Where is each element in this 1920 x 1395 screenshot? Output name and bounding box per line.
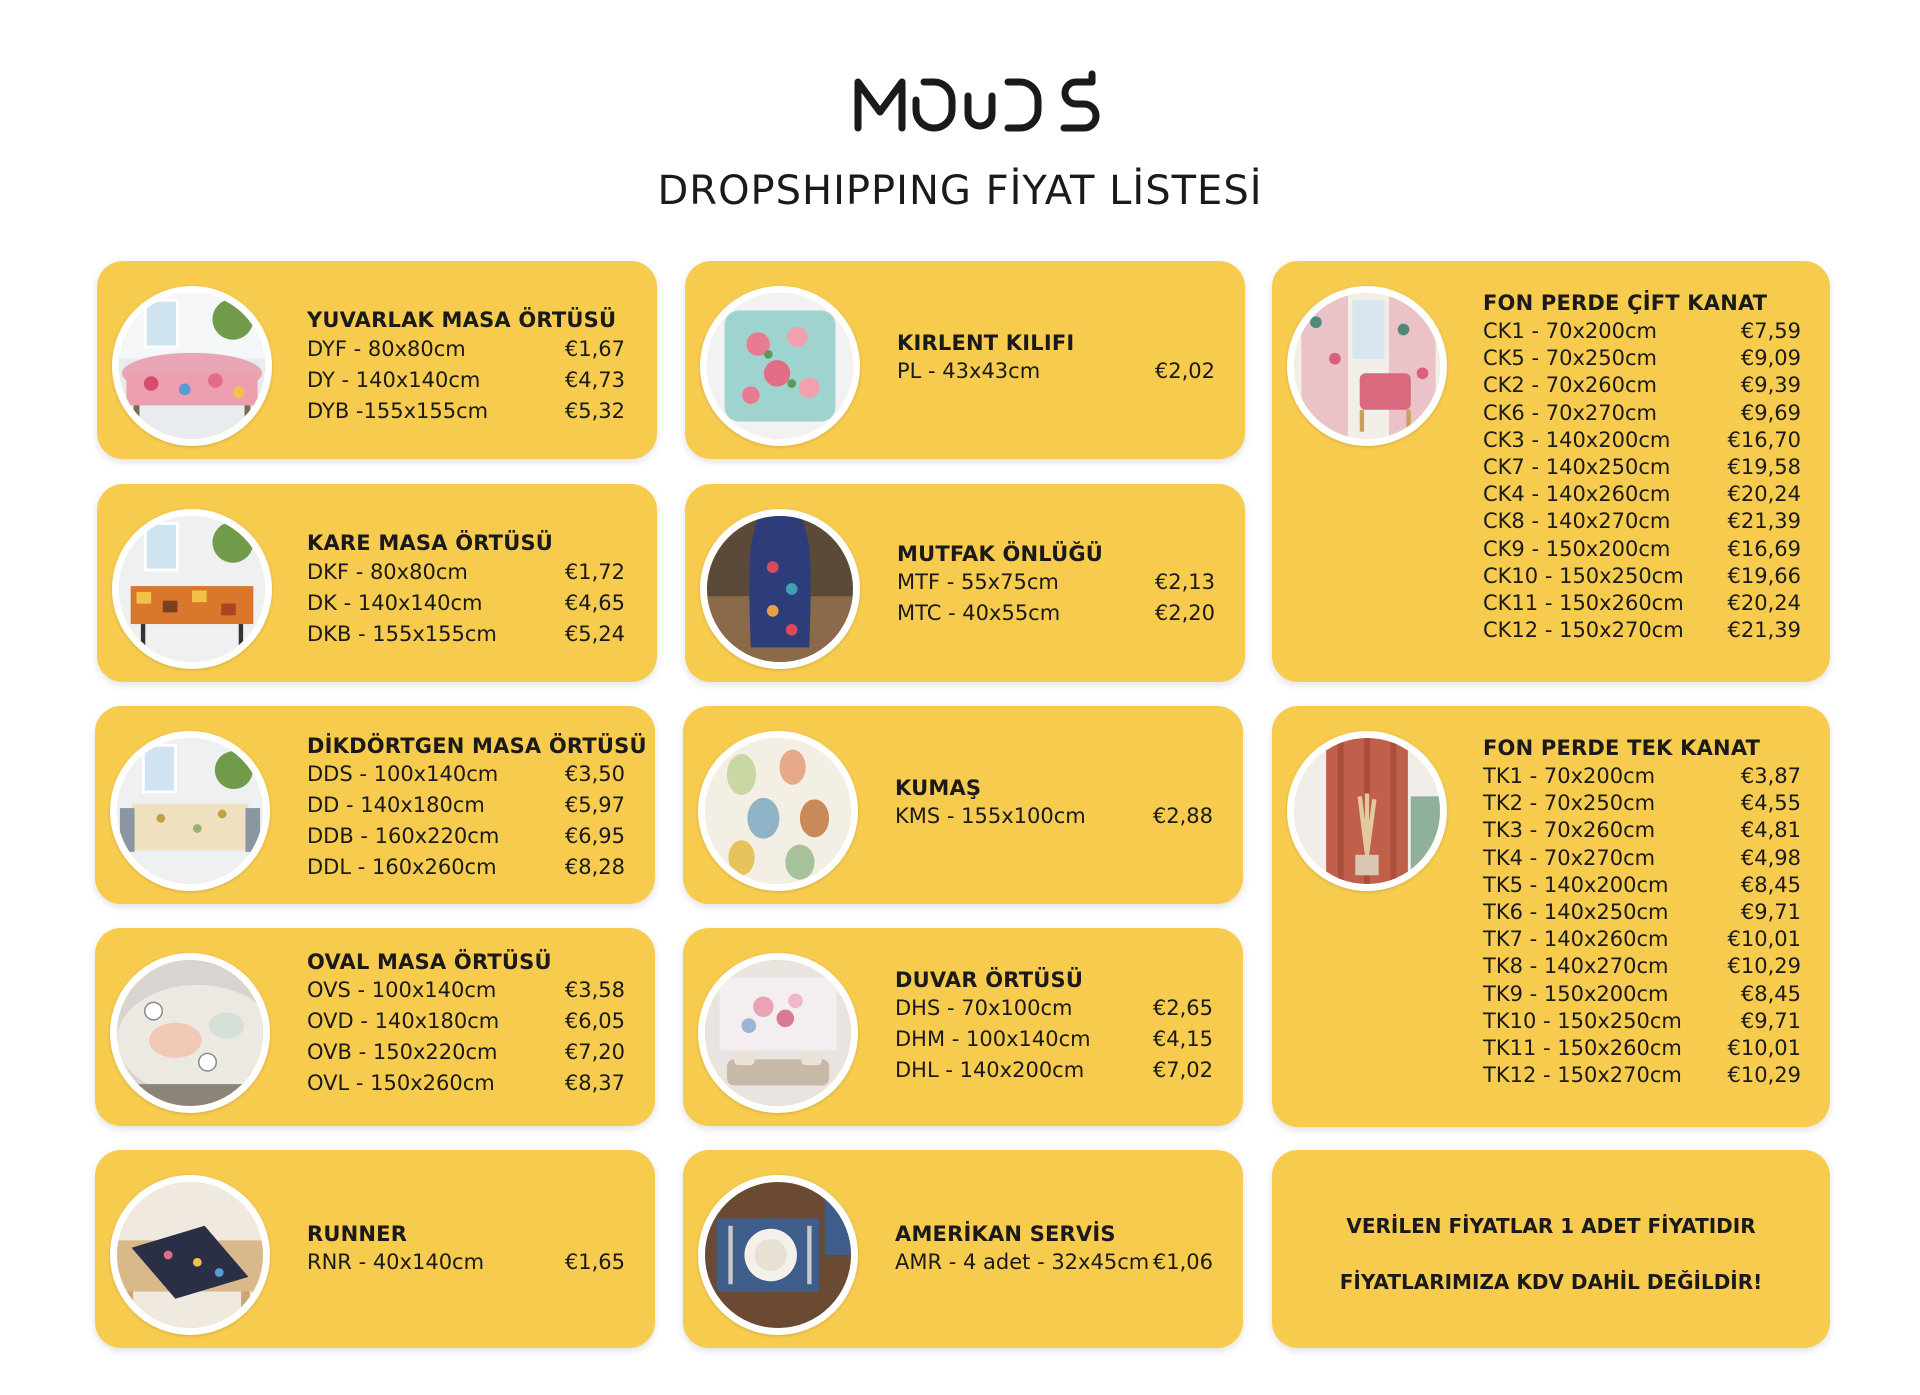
- price: €4,73: [564, 368, 625, 392]
- size-code: MTC - 40x55cm: [897, 601, 1061, 625]
- price-row: [1483, 401, 1801, 428]
- price-row: [1483, 1063, 1801, 1090]
- price: €5,32: [564, 399, 625, 423]
- price: €9,39: [1740, 373, 1801, 398]
- price-row: [895, 1027, 1213, 1058]
- price: €16,69: [1727, 536, 1801, 561]
- price: €8,45: [1740, 872, 1801, 897]
- size-code: TK11 - 150x260cm: [1483, 1035, 1682, 1060]
- price: €21,39: [1727, 618, 1801, 643]
- size-code: CK10 - 150x250cm: [1483, 563, 1684, 588]
- product-title: RUNNER: [307, 1222, 408, 1246]
- price: €1,72: [564, 560, 625, 584]
- product-photo-oval: [110, 953, 270, 1113]
- size-code: DDB - 160x220cm: [307, 824, 500, 848]
- card-kirlent: [685, 261, 1245, 459]
- card-runner: [95, 1150, 655, 1348]
- price-row: [307, 762, 625, 793]
- price-row: [1483, 1009, 1801, 1036]
- size-code: DKF - 80x80cm: [307, 560, 468, 584]
- price-row: [307, 855, 625, 886]
- price-list: [307, 762, 625, 886]
- product-title: FON PERDE ÇİFT KANAT: [1483, 291, 1768, 315]
- price: €10,01: [1727, 927, 1801, 952]
- price: €5,24: [564, 622, 625, 646]
- price-row: [1483, 791, 1801, 818]
- price-row: [307, 1040, 625, 1071]
- price-row: [1483, 319, 1801, 346]
- product-title: KUMAŞ: [895, 776, 982, 800]
- product-photo-kirlent: [700, 286, 860, 446]
- card-kare: [97, 484, 657, 682]
- size-code: DHL - 140x200cm: [895, 1058, 1085, 1082]
- size-code: CK8 - 140x270cm: [1483, 509, 1671, 534]
- price-row: [1483, 764, 1801, 791]
- price-list: [1483, 764, 1801, 1090]
- price-row: [307, 1071, 625, 1102]
- price: €16,70: [1727, 427, 1801, 452]
- price: €9,09: [1740, 346, 1801, 371]
- price-list: [307, 1250, 625, 1281]
- price-row: [307, 793, 625, 824]
- note-vat-excluded: FİYATLARIMIZA KDV DAHİL DEĞİLDİR!: [1339, 1270, 1763, 1294]
- product-photo-amerikan: [698, 1175, 858, 1335]
- size-code: OVD - 140x180cm: [307, 1009, 500, 1033]
- price: €9,71: [1740, 1008, 1801, 1033]
- price-row: [307, 337, 625, 368]
- product-title: DİKDÖRTGEN MASA ÖRTÜSÜ: [307, 734, 647, 758]
- price-row: [897, 601, 1215, 632]
- price: €1,67: [564, 337, 625, 361]
- price: €4,15: [1152, 1027, 1213, 1051]
- size-code: DY - 140x140cm: [307, 368, 481, 392]
- price-row: [307, 1250, 625, 1281]
- page-subtitle: DROPSHIPPING FİYAT LİSTESİ: [657, 168, 1263, 214]
- product-photo-mutfak: [700, 509, 860, 669]
- size-code: OVB - 150x220cm: [307, 1040, 498, 1064]
- size-code: DKB - 155x155cm: [307, 622, 497, 646]
- price-row: [307, 560, 625, 591]
- price: €9,69: [1740, 400, 1801, 425]
- size-code: TK3 - 70x260cm: [1483, 818, 1656, 843]
- size-code: CK6 - 70x270cm: [1483, 400, 1657, 425]
- product-photo-tek-kanat: [1287, 731, 1447, 891]
- product-photo-dikdortgen: [110, 731, 270, 891]
- size-code: RNR - 40x140cm: [307, 1250, 485, 1274]
- price-row: [1483, 873, 1801, 900]
- price-row: [1483, 618, 1801, 645]
- size-code: TK10 - 150x250cm: [1483, 1008, 1682, 1033]
- price: €2,20: [1154, 601, 1215, 625]
- size-code: CK9 - 150x200cm: [1483, 536, 1671, 561]
- price: €3,87: [1740, 764, 1801, 788]
- price-row: [307, 824, 625, 855]
- price-row: [307, 368, 625, 399]
- size-code: KMS - 155x100cm: [895, 804, 1086, 828]
- price-row: [897, 570, 1215, 601]
- price: €5,97: [564, 793, 625, 817]
- price-list: [307, 560, 625, 653]
- size-code: MTF - 55x75cm: [897, 570, 1059, 594]
- price-row: [1483, 455, 1801, 482]
- price: €6,95: [564, 824, 625, 848]
- size-code: CK7 - 140x250cm: [1483, 454, 1671, 479]
- price-row: [307, 591, 625, 622]
- product-photo-kumas: [698, 731, 858, 891]
- price: €8,28: [564, 855, 625, 879]
- price: €19,66: [1727, 563, 1801, 588]
- price-row: [895, 1250, 1213, 1281]
- price: €6,05: [564, 1009, 625, 1033]
- price-row: [1483, 537, 1801, 564]
- card-dikdortgen: [95, 706, 655, 904]
- price-list: [895, 804, 1213, 835]
- price-list: [897, 570, 1215, 632]
- price: €2,02: [1154, 359, 1215, 383]
- size-code: CK12 - 150x270cm: [1483, 618, 1684, 643]
- price: €10,01: [1727, 1035, 1801, 1060]
- product-title: KARE MASA ÖRTÜSÜ: [307, 531, 554, 555]
- size-code: TK5 - 140x200cm: [1483, 872, 1669, 897]
- size-code: TK1 - 70x200cm: [1483, 764, 1656, 788]
- size-code: TK9 - 150x200cm: [1483, 981, 1669, 1006]
- mouds-logo: [840, 52, 1120, 152]
- price-row: [1483, 564, 1801, 591]
- price-row: [1483, 482, 1801, 509]
- size-code: DHM - 100x140cm: [895, 1027, 1091, 1051]
- card-tek-kanat: [1272, 706, 1830, 1127]
- price: €20,24: [1727, 482, 1801, 507]
- card-mutfak: [685, 484, 1245, 682]
- price-row: [895, 1058, 1213, 1089]
- product-title: OVAL MASA ÖRTÜSÜ: [307, 950, 552, 974]
- price: €1,65: [564, 1250, 625, 1274]
- price: €4,55: [1740, 791, 1801, 816]
- price-row: [1483, 900, 1801, 927]
- price: €19,58: [1727, 454, 1801, 479]
- size-code: OVL - 150x260cm: [307, 1071, 495, 1095]
- card-yuvarlak: [97, 261, 657, 459]
- product-title: DUVAR ÖRTÜSÜ: [895, 968, 1084, 992]
- price: €9,71: [1740, 899, 1801, 924]
- size-code: TK6 - 140x250cm: [1483, 899, 1669, 924]
- price-row: [307, 622, 625, 653]
- note-unit-price: VERİLEN FİYATLAR 1 ADET FİYATIDIR: [1346, 1214, 1756, 1238]
- price-list: [1483, 319, 1801, 645]
- price-row: [307, 1009, 625, 1040]
- price: €20,24: [1727, 590, 1801, 615]
- price-list: [307, 337, 625, 430]
- price: €4,81: [1740, 818, 1801, 843]
- price-list: [307, 978, 625, 1102]
- size-code: TK7 - 140x260cm: [1483, 927, 1669, 952]
- price: €2,13: [1154, 570, 1215, 594]
- price: €7,20: [564, 1040, 625, 1064]
- size-code: PL - 43x43cm: [897, 359, 1041, 383]
- size-code: CK2 - 70x260cm: [1483, 373, 1657, 398]
- price-row: [897, 359, 1215, 390]
- price-row: [895, 804, 1213, 835]
- size-code: DYF - 80x80cm: [307, 337, 466, 361]
- price-list: [895, 996, 1213, 1089]
- price: €2,65: [1152, 996, 1213, 1020]
- price-row: [1483, 927, 1801, 954]
- price: €4,65: [564, 591, 625, 615]
- price-row: [307, 978, 625, 1009]
- price-row: [1483, 982, 1801, 1009]
- product-photo-cift-kanat: [1287, 286, 1447, 446]
- card-notes: [1272, 1150, 1830, 1348]
- price-row: [1483, 591, 1801, 618]
- price: €7,02: [1152, 1058, 1213, 1082]
- size-code: CK1 - 70x200cm: [1483, 319, 1657, 343]
- size-code: CK11 - 150x260cm: [1483, 590, 1684, 615]
- price: €3,58: [564, 978, 625, 1002]
- size-code: TK4 - 70x270cm: [1483, 845, 1656, 870]
- card-oval: [95, 928, 655, 1126]
- size-code: CK5 - 70x250cm: [1483, 346, 1657, 371]
- product-photo-kare: [112, 509, 272, 669]
- product-title: FON PERDE TEK KANAT: [1483, 736, 1761, 760]
- price: €8,45: [1740, 981, 1801, 1006]
- price: €10,29: [1727, 954, 1801, 979]
- price-row: [1483, 818, 1801, 845]
- size-code: DK - 140x140cm: [307, 591, 483, 615]
- size-code: OVS - 100x140cm: [307, 978, 497, 1002]
- product-title: MUTFAK ÖNLÜĞÜ: [897, 542, 1104, 566]
- price: €7,59: [1740, 319, 1801, 343]
- price: €8,37: [564, 1071, 625, 1095]
- price: €2,88: [1152, 804, 1213, 828]
- size-code: DYB -155x155cm: [307, 399, 489, 423]
- price: €21,39: [1727, 509, 1801, 534]
- card-amerikan: [683, 1150, 1243, 1348]
- price-row: [1483, 1036, 1801, 1063]
- product-photo-runner: [110, 1175, 270, 1335]
- product-photo-yuvarlak: [112, 286, 272, 446]
- size-code: CK3 - 140x200cm: [1483, 427, 1671, 452]
- price-list: [897, 359, 1215, 390]
- price: €3,50: [564, 762, 625, 786]
- price-row: [1483, 954, 1801, 981]
- product-photo-duvar: [698, 953, 858, 1113]
- size-code: TK12 - 150x270cm: [1483, 1063, 1682, 1088]
- card-cift-kanat: [1272, 261, 1830, 682]
- size-code: CK4 - 140x260cm: [1483, 482, 1671, 507]
- product-title: AMERİKAN SERVİS: [895, 1222, 1116, 1246]
- price: €10,29: [1727, 1063, 1801, 1088]
- size-code: DD - 140x180cm: [307, 793, 485, 817]
- product-title: KIRLENT KILIFI: [897, 331, 1075, 355]
- price-row: [1483, 373, 1801, 400]
- size-code: DHS - 70x100cm: [895, 996, 1073, 1020]
- price: €4,98: [1740, 845, 1801, 870]
- size-code: TK8 - 140x270cm: [1483, 954, 1669, 979]
- price-row: [307, 399, 625, 430]
- card-duvar: [683, 928, 1243, 1126]
- price-row: [895, 996, 1213, 1027]
- price-row: [1483, 846, 1801, 873]
- size-code: DDL - 160x260cm: [307, 855, 497, 879]
- price-row: [1483, 509, 1801, 536]
- price-list: [895, 1250, 1213, 1281]
- size-code: DDS - 100x140cm: [307, 762, 499, 786]
- size-code: TK2 - 70x250cm: [1483, 791, 1656, 816]
- product-title: YUVARLAK MASA ÖRTÜSÜ: [307, 308, 617, 332]
- size-code: AMR - 4 adet - 32x45cm: [895, 1250, 1150, 1274]
- card-kumas: [683, 706, 1243, 904]
- price: €1,06: [1152, 1250, 1213, 1274]
- price-row: [1483, 346, 1801, 373]
- price-row: [1483, 428, 1801, 455]
